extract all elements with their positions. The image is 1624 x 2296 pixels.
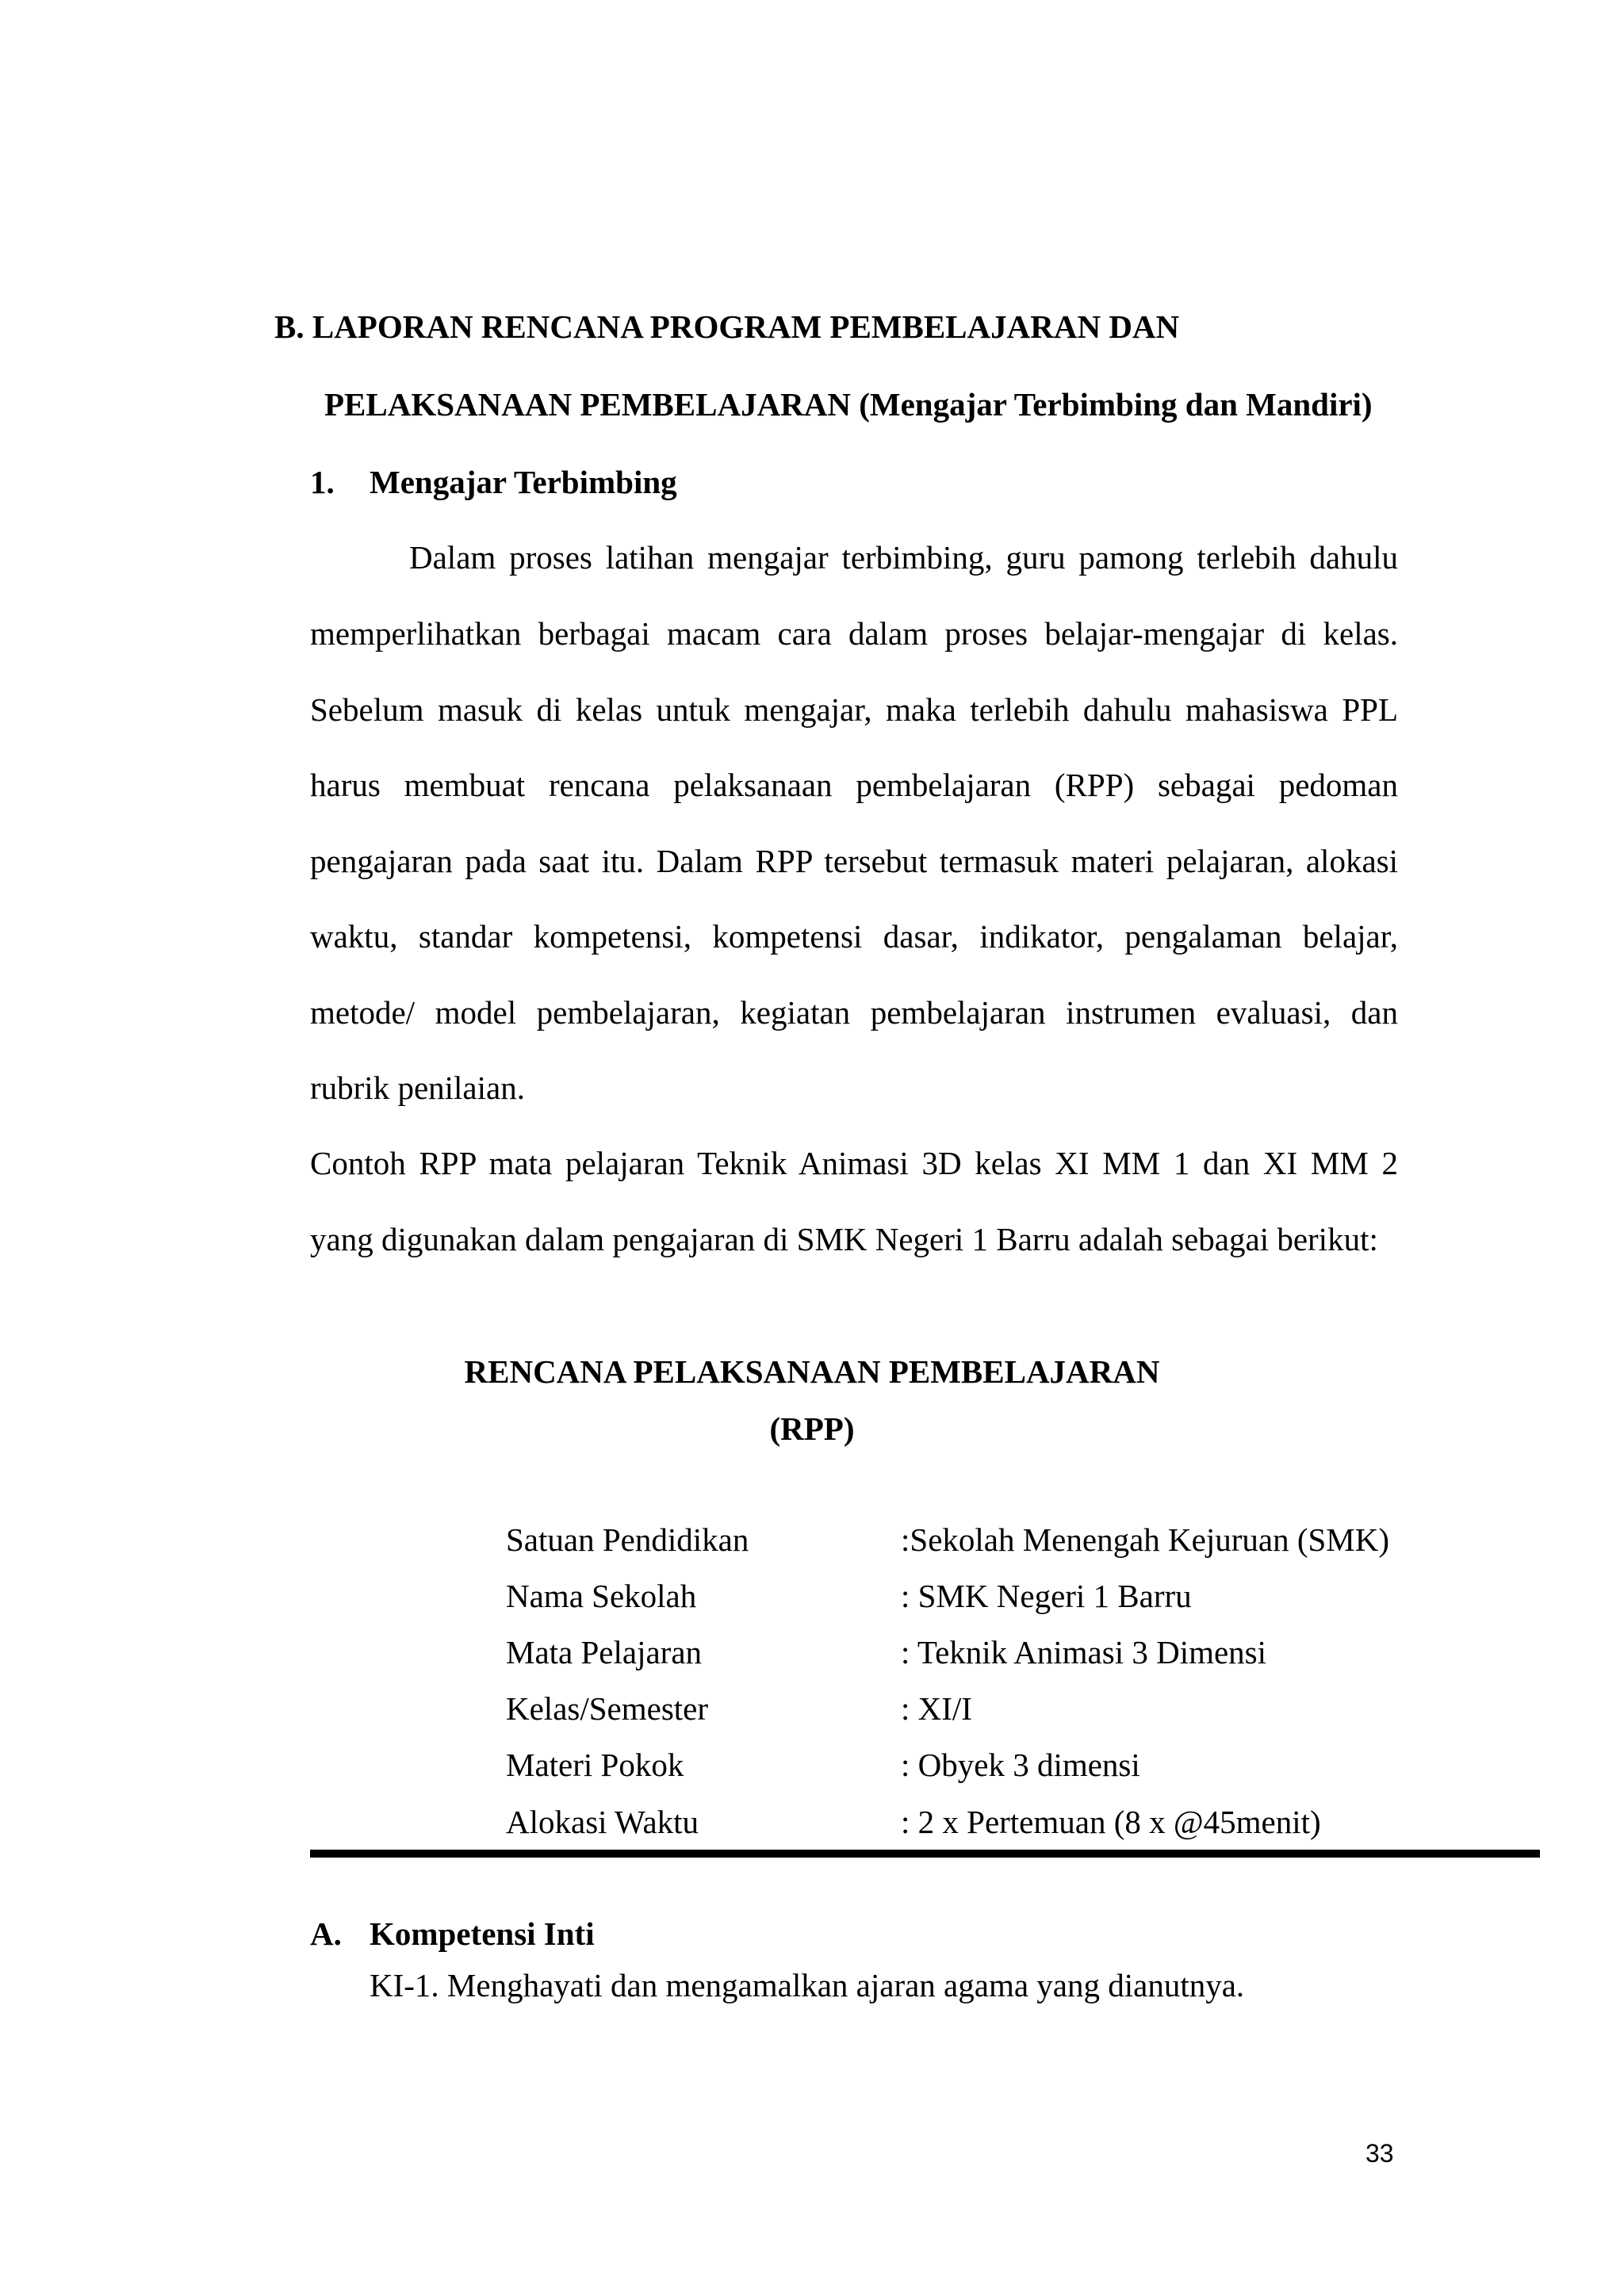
example-line: Contoh RPP mata pelajaran Teknik Animasi 3D kelas XI MM 1 dan XI MM 2: [310, 1145, 1398, 1181]
kompetensi-letter: A.: [310, 1915, 342, 1952]
paragraph-line: Sebelum masuk di kelas untuk mengajar, maka terlebih dahulu mahasiswa PPL: [310, 691, 1398, 728]
ki1-text: KI-1. Menghayati dan mengamalkan ajaran agama yang dianutnya.: [370, 1967, 1245, 2003]
identity-value: :Sekolah Menengah Kejuruan (SMK): [901, 1521, 1390, 1558]
identity-label: Alokasi Waktu: [506, 1804, 699, 1840]
paragraph-line: harus membuat rencana pelaksanaan pembelajaran (RPP) sebagai pedoman: [310, 767, 1398, 803]
identity-value: : 2 x Pertemuan (8 x @45menit): [901, 1804, 1321, 1840]
subsection-number: 1.: [310, 464, 335, 500]
identity-label: Nama Sekolah: [506, 1578, 697, 1614]
kompetensi-title: Kompetensi Inti: [370, 1915, 595, 1952]
example-line: yang digunakan dalam pengajaran di SMK Negeri 1 Barru adalah sebagai berikut:: [310, 1221, 1378, 1257]
identity-value: : SMK Negeri 1 Barru: [901, 1578, 1192, 1614]
identity-label: Mata Pelajaran: [506, 1634, 703, 1670]
section-heading-line2: PELAKSANAAN PEMBELAJARAN (Mengajar Terbimbing dan Mandiri): [324, 386, 1373, 423]
rpp-title: RENCANA PELAKSANAAN PEMBELAJARAN: [464, 1353, 1160, 1390]
page-number: 33: [1365, 2139, 1394, 2168]
identity-value: : XI/I: [901, 1690, 972, 1727]
rpp-subtitle: (RPP): [769, 1410, 855, 1447]
paragraph-line: metode/ model pembelajaran, kegiatan pembelajaran instrumen evaluasi, dan: [310, 994, 1398, 1031]
identity-label: Kelas/Semester: [506, 1690, 709, 1727]
identity-label: Satuan Pendidikan: [506, 1521, 749, 1558]
paragraph-line: rubrik penilaian.: [310, 1070, 525, 1106]
paragraph-line: waktu, standar kompetensi, kompetensi dasar, indikator, pengalaman belajar,: [310, 918, 1398, 955]
section-divider: [310, 1850, 1540, 1858]
paragraph-line: Dalam proses latihan mengajar terbimbing, guru pamong terlebih dahulu: [409, 539, 1398, 576]
paragraph-line: memperlihatkan berbagai macam cara dalam proses belajar-mengajar di kelas.: [310, 615, 1398, 652]
subsection-title: Mengajar Terbimbing: [370, 464, 677, 500]
identity-value: : Obyek 3 dimensi: [901, 1747, 1140, 1783]
paragraph-line: pengajaran pada saat itu. Dalam RPP tersebut termasuk materi pelajaran, alokasi: [310, 843, 1398, 879]
identity-label: Materi Pokok: [506, 1747, 684, 1783]
section-heading-line1: B. LAPORAN RENCANA PROGRAM PEMBELAJARAN DAN: [274, 308, 1180, 345]
identity-value: : Teknik Animasi 3 Dimensi: [901, 1634, 1267, 1670]
